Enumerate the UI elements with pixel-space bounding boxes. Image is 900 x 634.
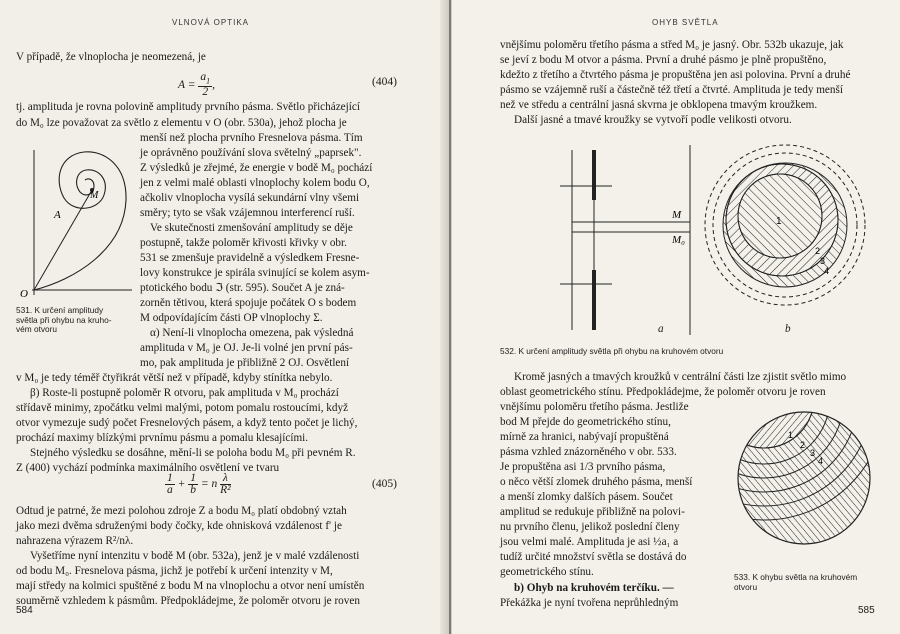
caption-line: otvoru xyxy=(734,581,758,592)
text-line: Je propuštěna asi 1/3 prvního pásma, xyxy=(500,461,666,473)
fig531-label-A: A xyxy=(54,209,61,221)
eq405-den2: b xyxy=(190,484,197,496)
fig532-label-a: a xyxy=(658,323,664,335)
text-line: a menší zlomky dalších pásem. Součet xyxy=(500,491,673,503)
text-line: amplitud se redukuje přibližně na polovi- xyxy=(500,506,685,518)
text-line: α) Není-li vlnoplocha omezena, pak výsledná xyxy=(150,327,354,339)
zone-1: 1 xyxy=(788,430,794,440)
caption-line: 531. K určení amplitudy xyxy=(16,305,104,315)
text-line: Další jasné a tmavé kroužky se vytvoří podle velikosti otvoru. xyxy=(514,114,792,126)
text-line: mírně za hranici, nabývají propuštěná xyxy=(500,431,669,443)
text-line: geometrického stínu. xyxy=(500,566,594,578)
text-line: Ve skutečnosti zmenšování amplitudy se děje xyxy=(150,222,353,234)
figure-533-shadow-zones xyxy=(734,408,874,548)
figure-531-spiral xyxy=(14,140,134,300)
text-line: od bodu M₀. Fresnelova pásma, jichž je potřebí k určení intenzity v M, xyxy=(16,565,333,577)
fig532-label-M: M xyxy=(672,209,682,221)
text-line: zorněn tětivou, která spojuje počátek O s bodem xyxy=(140,297,357,309)
text-line: lovy konstrukce je spirála svinující se kolem asym- xyxy=(140,267,370,279)
text-line: Překážka je nyní tvořena neprůhledným xyxy=(500,597,679,609)
equation-404 xyxy=(178,72,215,98)
text-line: otvor vymezuje sudý počet Fresnelových pásem, a když tento počet je lichý, xyxy=(16,417,358,429)
zone-2: 2 xyxy=(800,440,806,450)
fig531-label-M: M xyxy=(90,190,99,201)
text-line: mají středy na kolmici spuštěné z bodu M na vlnoplochu a otvor není umístěn xyxy=(16,580,365,592)
eq405-den1: a xyxy=(167,484,173,496)
equation-number: (405) xyxy=(372,478,397,490)
eq405-plus: + xyxy=(177,478,186,491)
text-line: mo, pak amplituda je přibližně 2 OJ. Osvětlení xyxy=(140,357,350,369)
eq405-eq: = n xyxy=(200,478,218,491)
figure-532a-diagram xyxy=(552,140,702,340)
text-line: Odtud je patrné, že mezi polohou zdroje Z a bodu M₀ platí obdobný vztah xyxy=(16,505,347,517)
text-line: pásmo se vzájemně ruší a částečně též třetí a čtvrté. Amplituda je tedy menší xyxy=(500,84,843,96)
running-head-right: OHYB SVĚTLA xyxy=(652,18,719,27)
text-line: pásma vzhled znázorněného v obr. 533. xyxy=(500,446,677,458)
text-line: prochází maximy blízkými prvnímu pásmu a pomalu klesajícími. xyxy=(16,432,309,444)
text-line: Stejného výsledku se dosáhne, mění-li se poloha bodu M₀ při pevném R. xyxy=(30,447,356,459)
zone-3: 3 xyxy=(810,448,816,458)
caption-533 xyxy=(734,573,857,592)
fig531-label-O: O xyxy=(20,288,28,300)
text-line: se jeví z bodu M otvor a pásma. První a druhé pásmo je plně propuštěno, xyxy=(500,54,827,66)
left-page xyxy=(0,0,446,634)
text-line: oblast geometrického stínu. Předpokládejme, že poloměr otvoru je roven xyxy=(500,386,826,398)
text-line: do M₀ lze považovat za světlo z elementu v O (obr. 530a), jehož plocha je xyxy=(16,117,347,129)
eq404-tail: , xyxy=(212,78,215,91)
text-line: střídavě minimy, zpočátku velmi malými, potom pomalu rostoucími, když xyxy=(16,402,349,414)
zone-4: 4 xyxy=(824,266,830,276)
text-line: tudíž určité množství světla se dostává do xyxy=(500,551,687,563)
equation-number: (404) xyxy=(372,76,397,88)
text-line: Z (400) vychází podmínka maximálního osvětlení ve tvaru xyxy=(16,462,280,474)
text-line: vnějšímu poloměru třetího pásma a střed M₀ je jasný. Obr. 532b ukazuje, jak xyxy=(500,39,844,51)
caption-line: 533. K ohybu světla na kruhovém xyxy=(734,572,858,582)
eq404-den: 2 xyxy=(202,86,209,99)
text-line: nahrazena výrazem R²/nλ. xyxy=(16,535,134,547)
zone-3: 3 xyxy=(820,256,826,266)
caption-line: vém otvoru xyxy=(16,324,58,334)
text-line: M odpovídajícím části OP vlnoplochy Σ. xyxy=(140,312,323,324)
caption-532: 532. K určení amplitudy světla při ohybu na kruhovém otvoru xyxy=(500,346,724,356)
text-line: postupně, takže poloměr křivosti křivky v obr. xyxy=(140,237,347,249)
equation-405 xyxy=(165,473,231,496)
text-line: jako mezi dvěma sdruženými body čočky, kde ohnisková vzdálenost f' je xyxy=(16,520,342,532)
text-line: jsou velmi malé. Amplituda je asi ½a₁ a xyxy=(500,536,679,548)
fig532-label-M0: M₀ xyxy=(672,234,685,246)
zone-4: 4 xyxy=(818,456,824,466)
text-line: tj. amplituda je rovna polovině amplitudy prvního pásma. Světlo přicházející xyxy=(16,101,360,113)
section-heading: b) Ohyb na kruhovém terčíku. — xyxy=(514,582,674,594)
fig532-label-b: b xyxy=(785,323,791,335)
text-line: Z výsledků je zřejmé, že energie v bodě M₀ pochází xyxy=(140,162,373,174)
text-line: 531 se zmenšuje pravidelně a výsledkem Fresne- xyxy=(140,252,360,264)
text-line: kdežto z třetího a čtvrtého pásma je propuštěna jen asi polovina. První a druhé xyxy=(500,69,851,81)
right-page xyxy=(452,0,900,634)
text-line: ačkoliv vlnoplocha vysílá sekundární vlny všemi xyxy=(140,192,360,204)
caption-line: světla při ohybu na kruho- xyxy=(16,314,112,325)
text-line: β) Roste-li postupně poloměr R otvoru, pak amplituda v M₀ prochází xyxy=(30,387,339,399)
eq405-num3: λ xyxy=(220,473,230,485)
text-line: nu prvního členu, jelikož poslední členy xyxy=(500,521,680,533)
figure-532b-zones xyxy=(700,140,870,310)
text-line: menší než plocha prvního Fresnelova pásma. Tím xyxy=(140,132,363,144)
text-line: o něco větší zlomek druhého pásma, menší xyxy=(500,476,693,488)
page-number-right: 585 xyxy=(858,605,875,616)
text-line: bod M přejde do geometrického stínu, xyxy=(500,416,671,428)
text-line: ptotického bodu ℑ (str. 595). Součet A je zná- xyxy=(140,282,345,294)
text-line: je oprávněno používání slova světelný „paprsek". xyxy=(140,147,362,159)
text-line: vnějšímu poloměru třetího pásma. Jestliže xyxy=(500,401,689,413)
eq404-num: a xyxy=(200,71,207,83)
text-line: souměrně vzhledem k pásmům. Předpokládejme, že poloměr otvoru je roven xyxy=(16,595,360,607)
zone-1: 1 xyxy=(776,216,782,227)
page-number-left: 584 xyxy=(16,605,33,616)
text-line: směry; tyto se však vzájemnou interferencí ruší. xyxy=(140,207,355,219)
eq405-num1: 1 xyxy=(167,472,173,484)
eq404-lhs: A = xyxy=(178,78,196,91)
zone-2: 2 xyxy=(815,246,821,256)
text-line: Vyšetříme nyní intenzitu v bodě M (obr. 532a), jenž je v malé vzdálenosti xyxy=(30,550,360,562)
running-head-left: VLNOVÁ OPTIKA xyxy=(172,18,250,27)
eq405-den3: R² xyxy=(220,484,231,496)
text-line: amplituda v M₀ je OJ. Je-li volné jen první pás- xyxy=(140,342,353,354)
text-line: než ve středu a centrální jasná skvrna je obklopena tmavým kroužkem. xyxy=(500,99,818,111)
text-line: jen z velmi malé oblasti vlnoplochy kolem bodu O, xyxy=(140,177,370,189)
text-line: Kromě jasných a tmavých kroužků v centrální části lze zjistit světlo mimo xyxy=(514,371,847,383)
eq405-num2: 1 xyxy=(190,472,197,484)
eq404-num-sub: 1 xyxy=(206,76,211,86)
eq404-fraction xyxy=(198,72,212,98)
caption-531 xyxy=(16,306,111,335)
text-line: v M₀ je tedy téměř čtyřikrát větší než v případě, kdyby stínítka nebylo. xyxy=(16,372,333,384)
text-line: V případě, že vlnoplocha je neomezená, je xyxy=(16,51,206,63)
